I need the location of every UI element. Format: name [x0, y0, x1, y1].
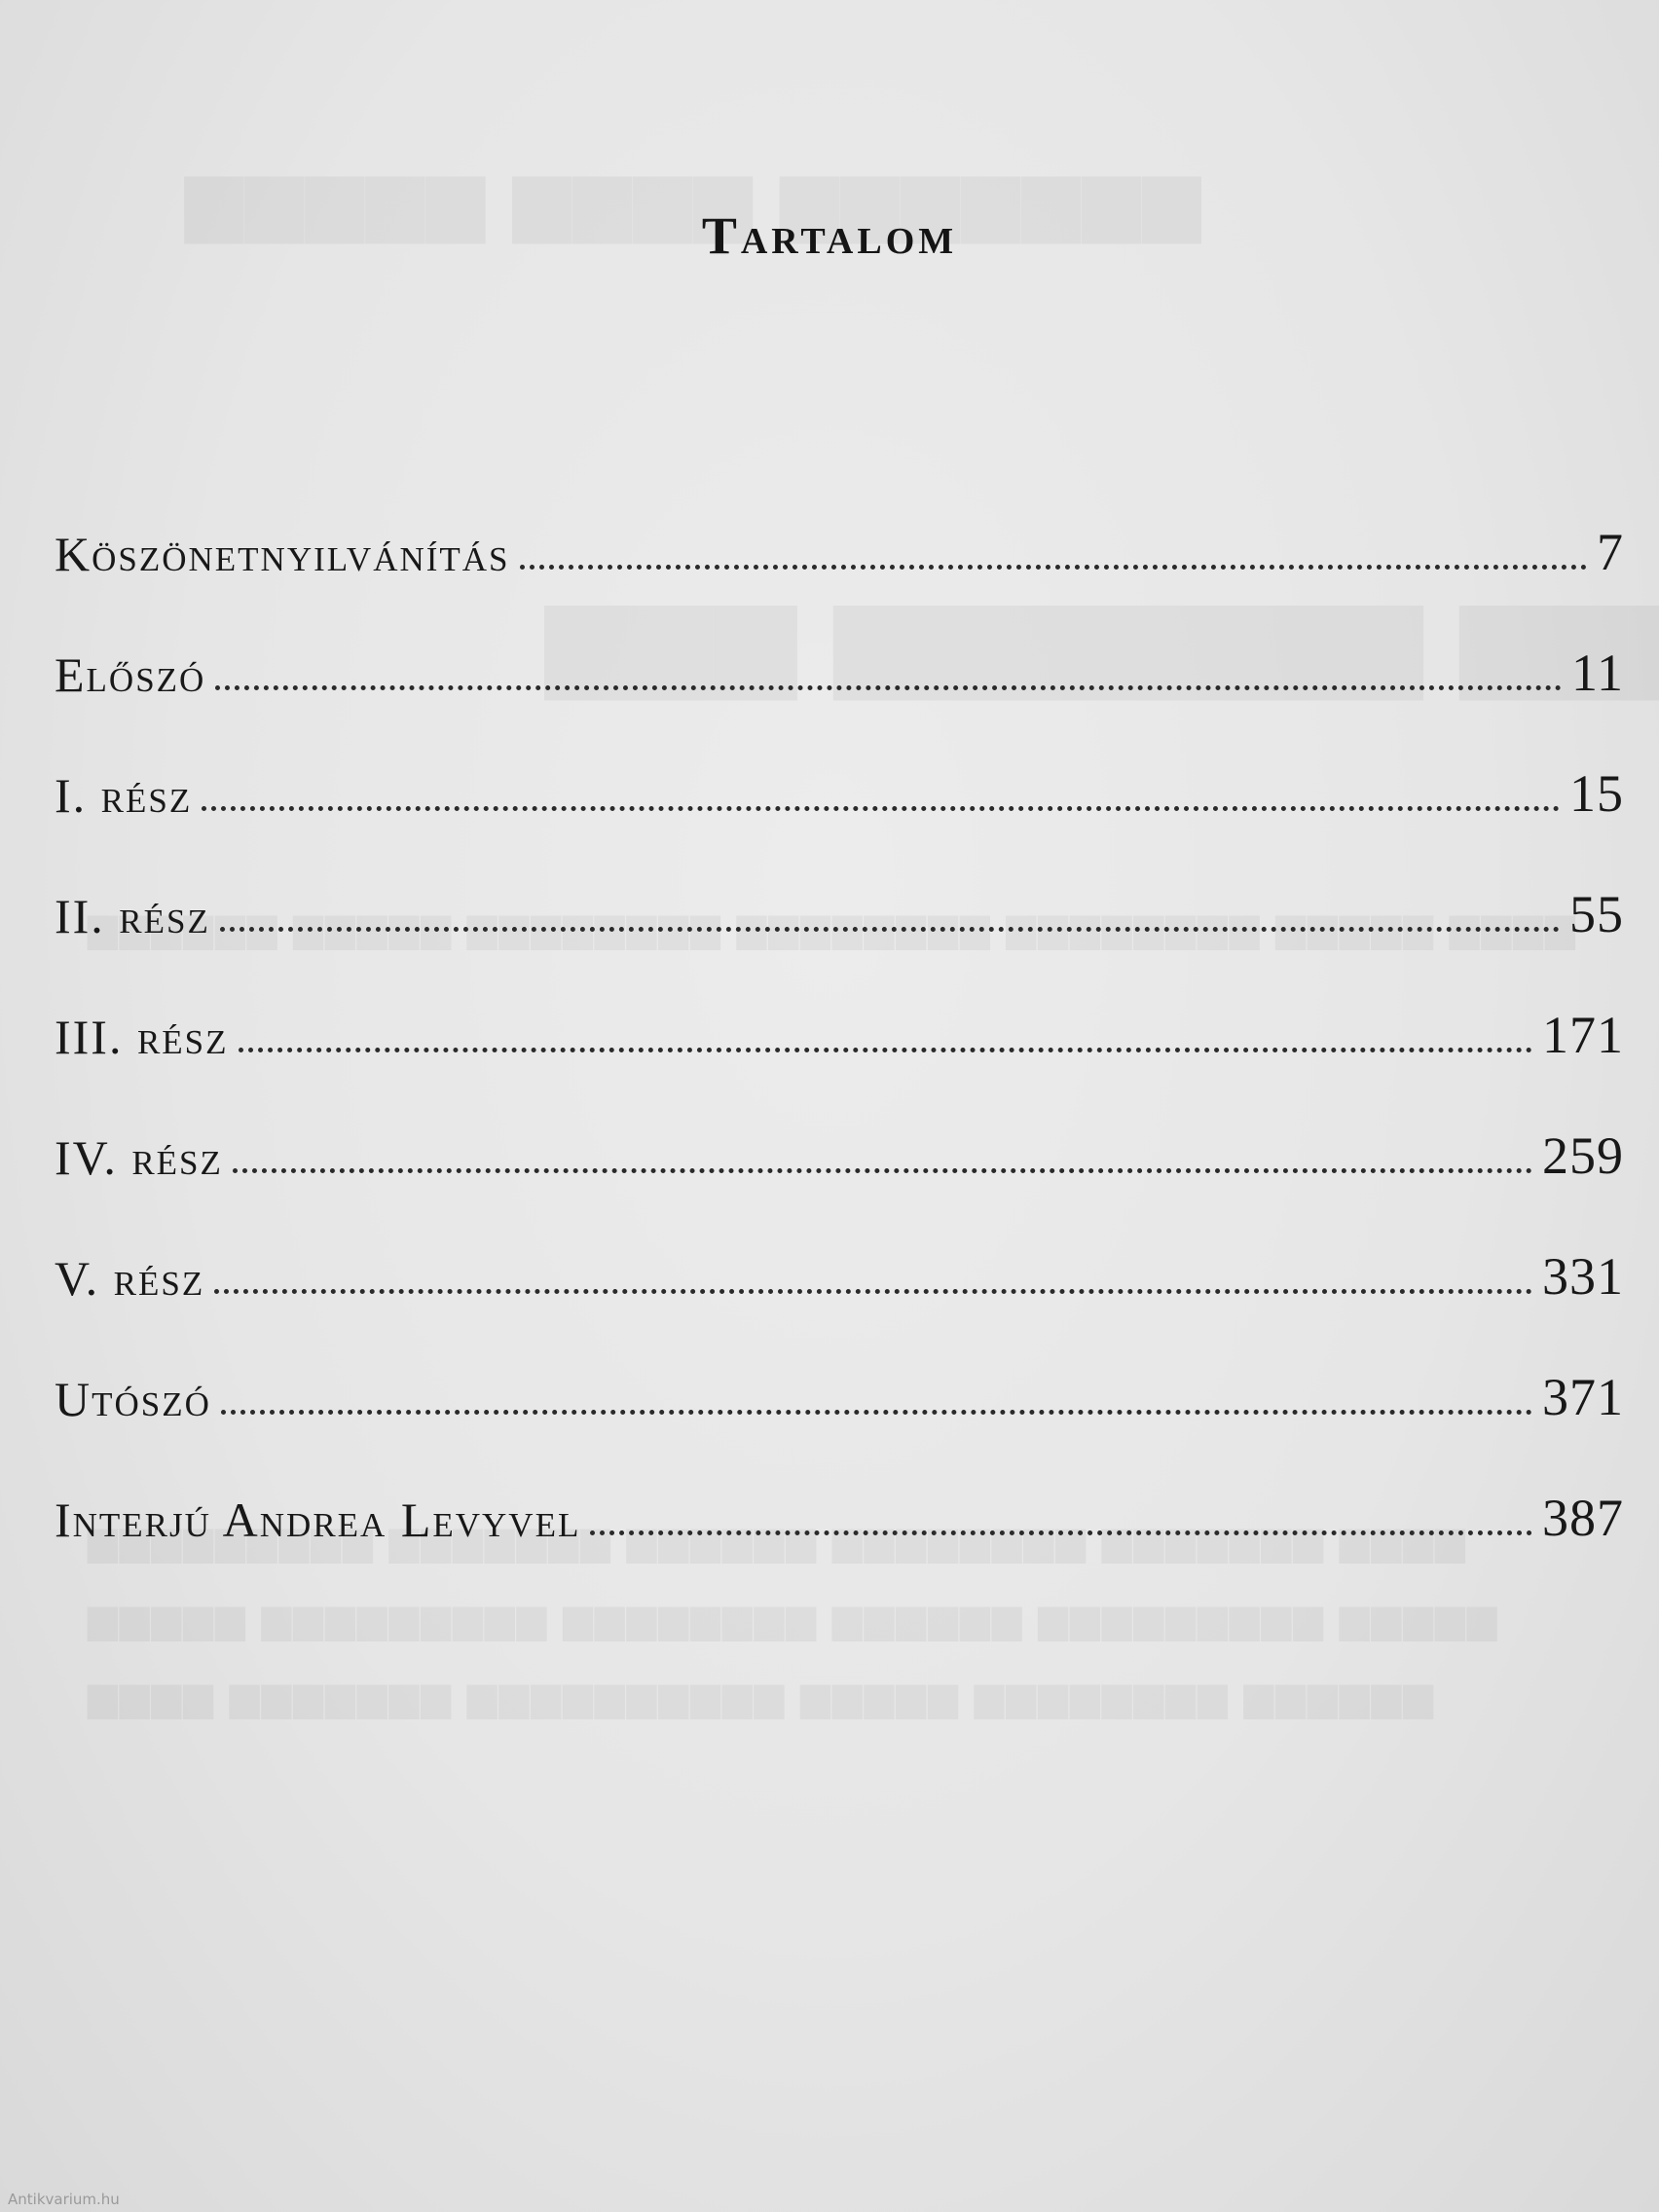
- bleed-through-text: [88, 1675, 1435, 1719]
- dot-leader: [233, 1168, 1532, 1173]
- toc-entry-page: 331: [1542, 1247, 1624, 1306]
- toc-entry-label: II. rész: [55, 889, 210, 943]
- bleed-through-text: [88, 1597, 1499, 1641]
- toc-entry-page: 11: [1571, 644, 1624, 702]
- page-title: Tartalom: [701, 206, 958, 266]
- toc-entry-label: IV. rész: [55, 1130, 223, 1185]
- toc-entry-page: 55: [1569, 885, 1624, 943]
- toc-entry-page: 15: [1569, 764, 1624, 823]
- toc-entry-page: 387: [1542, 1489, 1624, 1547]
- toc-entry: [55, 1303, 1624, 1426]
- dot-leader: [202, 806, 1560, 811]
- toc-entry: [55, 458, 1624, 581]
- toc-entry-page: 7: [1597, 523, 1624, 581]
- dot-leader: [590, 1530, 1532, 1535]
- toc-entry: [55, 1182, 1624, 1306]
- toc-entry: [55, 578, 1624, 702]
- toc-entry: [55, 940, 1624, 1064]
- dot-leader: [220, 927, 1560, 932]
- toc-entry: [55, 699, 1624, 823]
- toc-entry-page: 371: [1542, 1368, 1624, 1426]
- dot-leader: [221, 1410, 1532, 1415]
- toc-entry-label: Utószó: [55, 1372, 211, 1426]
- dot-leader: [239, 1048, 1532, 1052]
- toc-entry-label: I. rész: [55, 768, 193, 823]
- toc-entry-label: V. rész: [55, 1251, 205, 1306]
- toc-entry-page: 259: [1542, 1126, 1624, 1185]
- dot-leader: [215, 685, 1562, 690]
- toc-entry: [55, 820, 1624, 943]
- toc-entry-label: Előszó: [55, 647, 206, 702]
- dot-leader: [214, 1289, 1532, 1294]
- table-of-contents: [55, 458, 1624, 1547]
- toc-entry: [55, 1061, 1624, 1185]
- toc-entry: [55, 1423, 1624, 1547]
- toc-entry-label: Interjú Andrea Levyvel: [55, 1493, 581, 1547]
- toc-entry-label: Köszönetnyilvánítás: [55, 527, 510, 581]
- toc-entry-page: 171: [1542, 1006, 1624, 1064]
- dot-leader: [520, 565, 1587, 570]
- watermark: Antikvarium.hu: [8, 2191, 120, 2208]
- toc-entry-label: III. rész: [55, 1010, 229, 1064]
